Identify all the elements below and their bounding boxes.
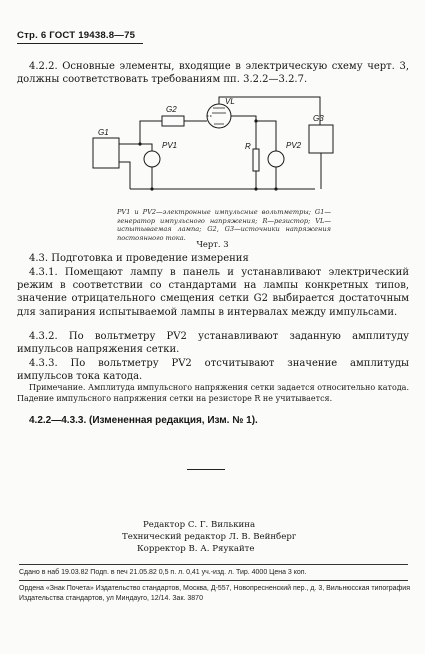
imprint-line-2: Ордена «Знак Почета» Издательство стандартов, Москва, Д-557, Новопресненский пер., д. 3, Вильнюсская типография Издательства стандартов, ул Миндауго, 12/14. Зак. 3870: [19, 585, 411, 602]
label-r: R: [245, 142, 251, 151]
figure-caption: PV1 и PV2—электронные импульсные вольтметры; G1—генератор импульсного напряжения; R—резистор; VL—испытываемая лампа; G2, G3—источники напряжения постоянного тока.: [117, 208, 331, 243]
amendment-line: 4.2.2—4.3.3. (Измененная редакция, Изм. № 1).: [29, 415, 258, 426]
imprint-line-1: Сдано в наб 19.03.82 Подп. в печ 21.05.82 0,5 п. л. 0,41 уч.-изд. л. Тир. 4000 Цена 3 коп.: [19, 569, 307, 576]
label-g3: G3: [313, 114, 324, 123]
g2-box: [162, 116, 184, 126]
header-rule: [17, 43, 143, 44]
intro-paragraph: 4.2.2. Основные элементы, входящие в электрическую схему черт. 3, должны соответствовать требованиям пп. 3.2.2—3.2.7.: [17, 61, 409, 86]
paragraph-4-3-1: 4.3.1. Помещают лампу в панель и устанавливают электрический режим в соответствии со стандартами на лампы конкретных типов, значение отрицательного смещения сетки G2 выбирается достаточным для запирания испытываемой лампы в интервалах между импульсами.: [17, 267, 409, 318]
imprint-middle-rule: [19, 580, 408, 581]
label-pv2: PV2: [286, 141, 302, 150]
note-paragraph: Примечание. Амплитуда импульсного напряжения сетки задается относительно катода. Падение импульсного напряжения сетки на резисторе R не учитывается.: [17, 383, 409, 403]
pv1-meter: [144, 151, 160, 167]
g1-box: [93, 138, 119, 168]
resistor-r: [253, 149, 259, 171]
label-pv1: PV1: [162, 141, 178, 150]
section-divider: [187, 469, 225, 470]
label-g1: G1: [98, 128, 109, 137]
section-heading: 4.3. Подготовка и проведение измерения: [29, 253, 249, 264]
paragraph-4-3-2: 4.3.2. По вольтметру PV2 устанавливают заданную амплитуду импульсов напряжения сетки.: [17, 331, 409, 356]
circuit-diagram: [90, 91, 340, 203]
g3-box: [309, 125, 333, 153]
figure-label: Черт. 3: [196, 239, 229, 249]
label-g2: G2: [166, 105, 177, 114]
imprint-top-rule: [19, 564, 408, 565]
label-vl: VL: [225, 97, 235, 106]
tech-editor-credit: Технический редактор Л. В. Вейнберг: [122, 532, 297, 542]
editor-credit: Редактор С. Г. Вилькина: [143, 520, 256, 530]
paragraph-4-3-3: 4.3.3. По вольтметру PV2 отсчитывают значение амплитуды импульсов тока катода.: [17, 358, 409, 383]
pv2-meter: [268, 151, 284, 167]
corrector-credit: Корректор В. А. Ряукайте: [137, 544, 255, 554]
page-header: Стр. 6 ГОСТ 19438.8—75: [17, 30, 136, 41]
